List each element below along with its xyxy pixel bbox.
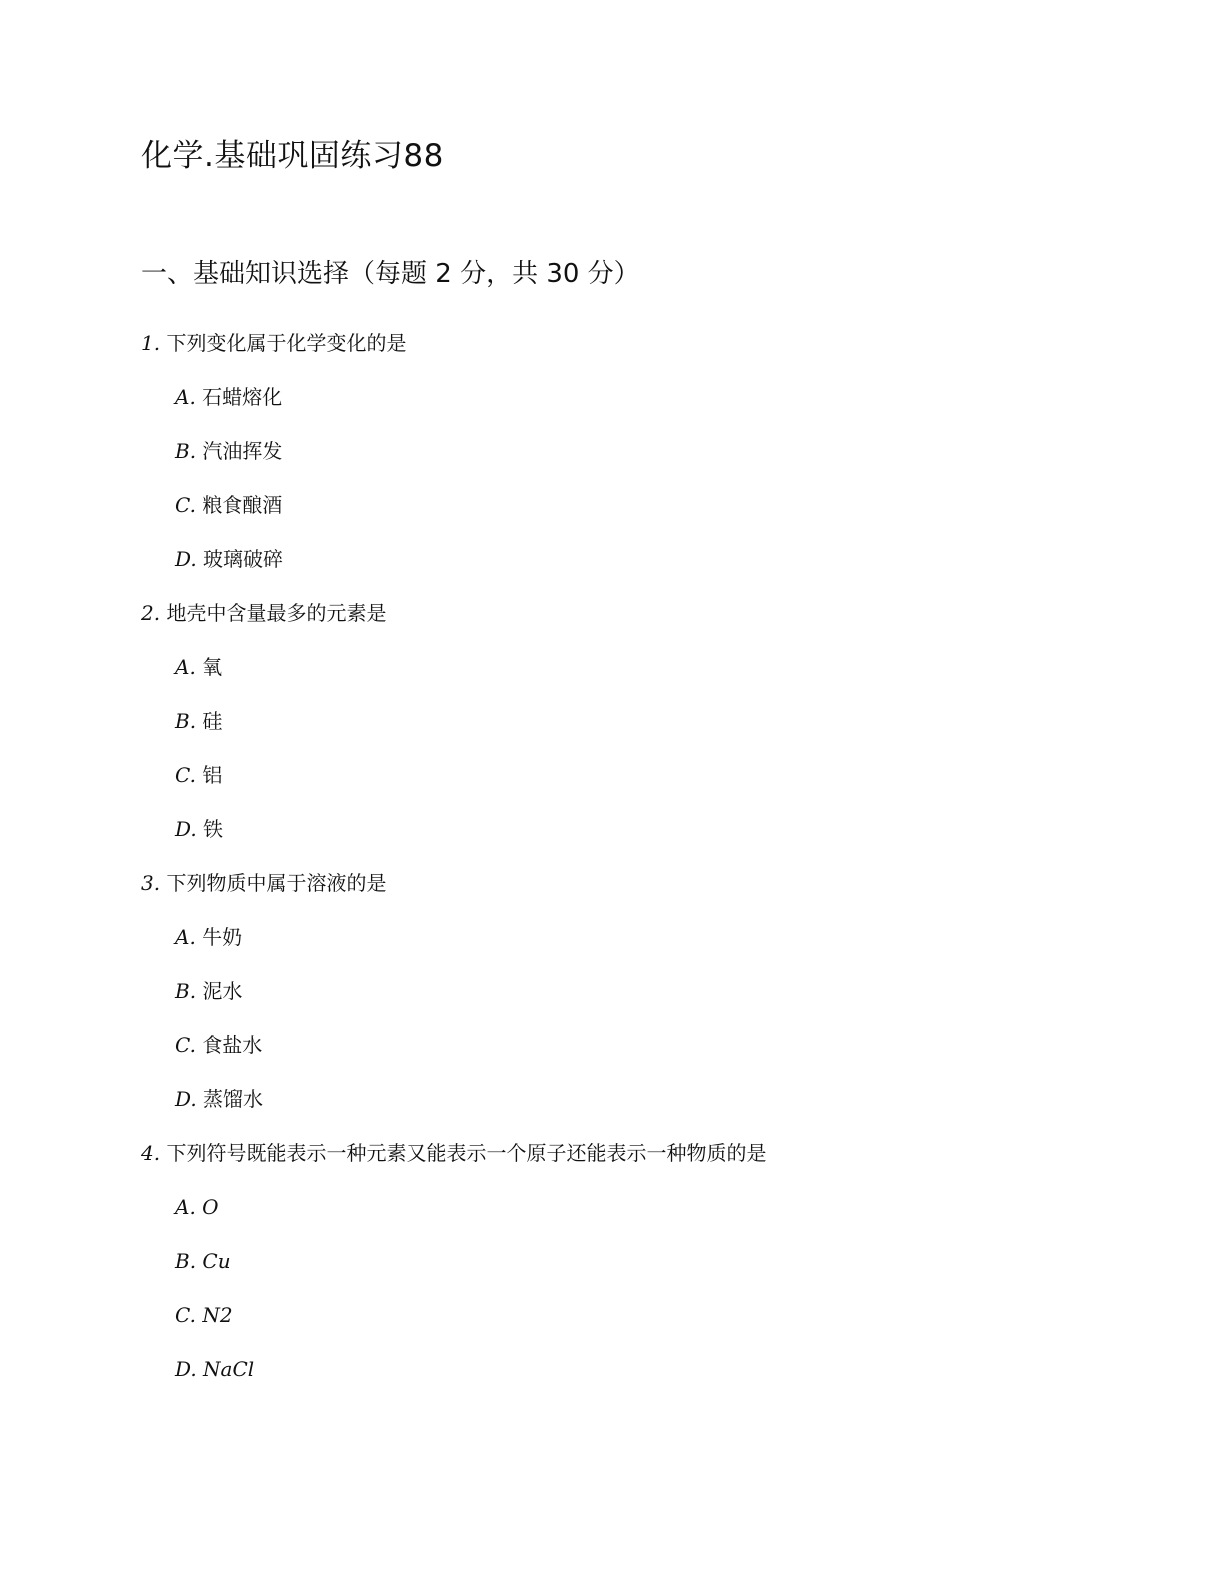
option-c — [175, 1288, 1141, 1342]
question-text: 下列符号既能表示一种元素又能表示一个原子还能表示一种物质的是 — [166, 1141, 767, 1165]
question-list — [141, 316, 1141, 1396]
option-list — [141, 1180, 1141, 1396]
option-letter: D. — [175, 1087, 197, 1111]
option-text: O — [202, 1195, 219, 1219]
option-letter: B. — [175, 979, 197, 1003]
option-b — [175, 424, 1141, 478]
question-1 — [141, 316, 1141, 586]
question-stem — [141, 1126, 1141, 1180]
option-letter: C. — [175, 1033, 196, 1057]
option-a — [175, 1180, 1141, 1234]
question-stem — [141, 856, 1141, 910]
option-text: 泥水 — [202, 979, 243, 1003]
question-3 — [141, 856, 1141, 1126]
option-list — [141, 640, 1141, 856]
option-letter: A. — [175, 655, 196, 679]
option-b — [175, 1234, 1141, 1288]
option-text: Cu — [202, 1249, 231, 1273]
option-letter: D. — [175, 1357, 197, 1381]
option-text: 牛奶 — [202, 925, 243, 949]
option-a — [175, 640, 1141, 694]
question-number: 3. — [141, 871, 161, 895]
option-d — [175, 802, 1141, 856]
option-text: 粮食酿酒 — [202, 493, 283, 517]
option-letter: A. — [175, 1195, 196, 1219]
option-d — [175, 532, 1141, 586]
option-b — [175, 964, 1141, 1018]
option-d — [175, 1072, 1141, 1126]
option-letter: D. — [175, 817, 197, 841]
question-number: 4. — [141, 1141, 161, 1165]
question-text: 下列变化属于化学变化的是 — [166, 331, 407, 355]
option-letter: A. — [175, 385, 196, 409]
question-2 — [141, 586, 1141, 856]
question-text: 下列物质中属于溶液的是 — [166, 871, 387, 895]
option-letter: C. — [175, 763, 196, 787]
option-letter: A. — [175, 925, 196, 949]
option-b — [175, 694, 1141, 748]
question-stem — [141, 586, 1141, 640]
option-letter: C. — [175, 1303, 196, 1327]
option-letter: B. — [175, 439, 197, 463]
option-c — [175, 1018, 1141, 1072]
option-text: 氧 — [202, 655, 223, 679]
option-text: NaCl — [203, 1357, 255, 1381]
option-letter: B. — [175, 1249, 197, 1273]
option-letter: D. — [175, 547, 197, 571]
option-text: N2 — [202, 1303, 233, 1327]
option-text: 石蜡熔化 — [202, 385, 283, 409]
option-list — [141, 910, 1141, 1126]
question-number: 1. — [141, 331, 161, 355]
option-a — [175, 370, 1141, 424]
option-d — [175, 1342, 1141, 1396]
question-4 — [141, 1126, 1141, 1396]
option-text: 铁 — [203, 817, 224, 841]
question-number: 2. — [141, 601, 161, 625]
question-stem — [141, 316, 1141, 370]
document-title: 化学.基础巩固练习88 — [141, 138, 444, 174]
option-text: 蒸馏水 — [203, 1087, 264, 1111]
option-text: 食盐水 — [202, 1033, 263, 1057]
question-text: 地壳中含量最多的元素是 — [166, 601, 387, 625]
section-heading: 一、基础知识选择（每题 2 分，共 30 分） — [141, 259, 640, 289]
option-text: 铝 — [202, 763, 223, 787]
option-text: 汽油挥发 — [202, 439, 283, 463]
option-a — [175, 910, 1141, 964]
option-text: 硅 — [202, 709, 223, 733]
option-c — [175, 748, 1141, 802]
option-letter: B. — [175, 709, 197, 733]
option-list — [141, 370, 1141, 586]
option-letter: C. — [175, 493, 196, 517]
option-c — [175, 478, 1141, 532]
option-text: 玻璃破碎 — [203, 547, 284, 571]
